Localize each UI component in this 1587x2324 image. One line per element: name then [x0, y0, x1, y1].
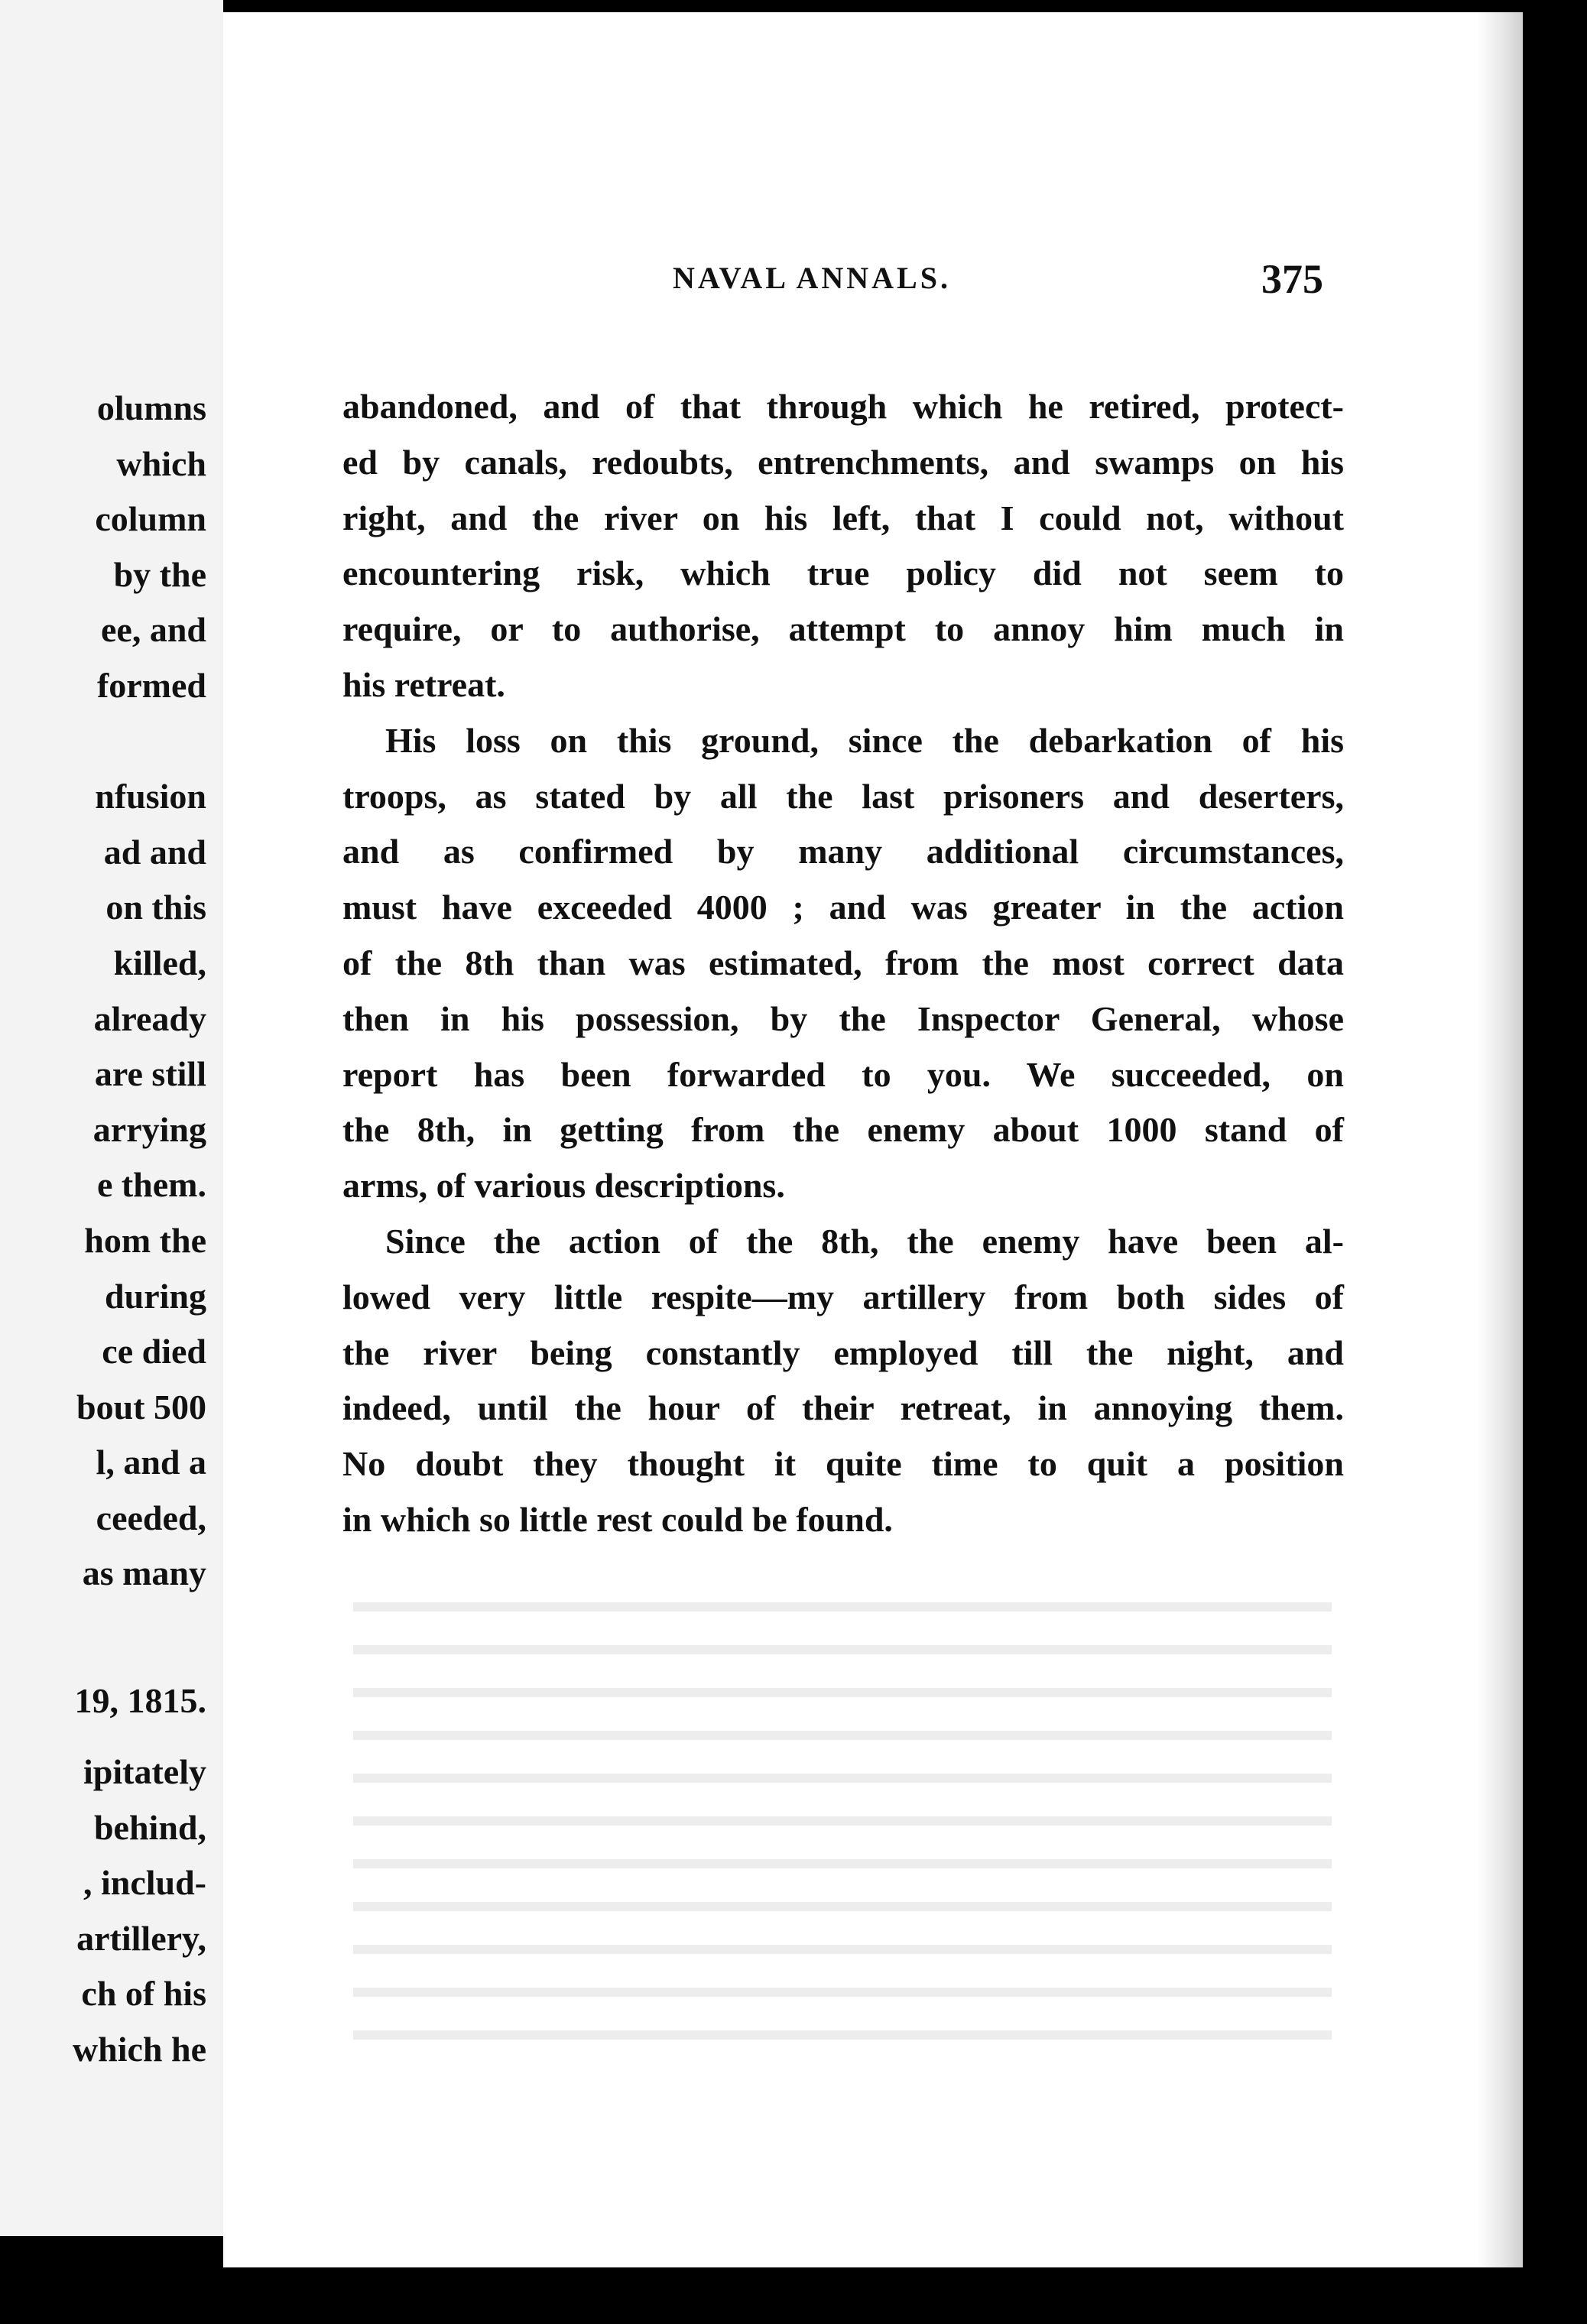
page-number: 375: [1261, 256, 1323, 302]
text-line: arms, of various descriptions.: [342, 1166, 785, 1206]
page-edge-shadow: [1477, 12, 1523, 2267]
page-header: [223, 255, 1339, 309]
previous-page-line: bout 500: [76, 1387, 206, 1427]
text-line: report has been forwarded to you. We succeeded, on: [342, 1054, 1344, 1094]
previous-page-line: nfusion: [95, 777, 206, 816]
previous-page-line: which: [116, 443, 206, 483]
text-line: His loss on this ground, since the debarkation of his: [385, 720, 1344, 760]
previous-page-line: ce died: [102, 1332, 206, 1371]
text-line: right, and the river on his left, that I could not, without: [342, 498, 1344, 537]
previous-page-line: ceeded,: [96, 1498, 206, 1537]
previous-page-line: ad and: [103, 832, 206, 872]
text-line: encountering risk, which true policy did not seem to: [342, 553, 1344, 593]
text-line: ed by canals, redoubts, entrenchments, and swamps on his: [342, 442, 1344, 482]
previous-page-line: behind,: [93, 1807, 206, 1847]
previous-page-line: killed,: [113, 943, 206, 982]
previous-page-line: l, and a: [96, 1443, 206, 1482]
book-page: [223, 12, 1523, 2267]
text-line: of the 8th than was estimated, from the most correct data: [342, 943, 1344, 982]
text-line: then in his possession, by the Inspector General, whose: [342, 998, 1344, 1038]
previous-page-line: as many: [82, 1553, 206, 1593]
text-line: his retreat.: [342, 664, 505, 704]
text-line: the 8th, in getting from the enemy about 1000 stand of: [342, 1110, 1344, 1150]
text-line: and as confirmed by many additional circumstances,: [342, 832, 1344, 872]
text-line: lowed very little respite—my artillery from both sides of: [342, 1277, 1344, 1316]
previous-page-line: olumns: [96, 388, 206, 427]
previous-page-line: which he: [72, 2029, 206, 2069]
previous-page-line: on this: [105, 888, 206, 927]
previous-page-line: by the: [113, 554, 206, 594]
previous-page-line: are still: [94, 1054, 206, 1094]
text-line: Since the action of the 8th, the enemy have been al-: [385, 1221, 1344, 1261]
previous-page-line: artillery,: [76, 1918, 206, 1958]
text-line: No doubt they thought it quite time to quit a position: [342, 1444, 1344, 1484]
previous-page-line: ee, and: [101, 610, 206, 650]
text-line: must have exceeded 4000 ; and was greater in the action: [342, 888, 1344, 927]
previous-page-text: [76, 381, 206, 1602]
text-line: require, or to authorise, attempt to annoy him much in: [342, 609, 1344, 649]
previous-page-line: [76, 714, 206, 770]
previous-page-line: already: [93, 998, 206, 1038]
previous-page-line: during: [105, 1276, 206, 1316]
text-line: troops, as stated by all the last prisoners and deserters,: [342, 776, 1344, 816]
running-head: NAVAL ANNALS.: [673, 261, 951, 295]
body-text: [342, 379, 1344, 1548]
previous-page-line: column: [95, 499, 206, 539]
previous-page-line: e them.: [96, 1165, 206, 1205]
previous-page-line: ch of his: [81, 1974, 206, 2014]
text-line: abandoned, and of that through which he retired, protect-: [342, 387, 1344, 426]
previous-page-text-lower: [73, 1745, 206, 2078]
previous-page-line: hom the: [84, 1220, 206, 1260]
previous-page-line: arrying: [92, 1109, 206, 1149]
text-line: in which so little rest could be found.: [342, 1499, 893, 1539]
text-line: indeed, until the hour of their retreat, in annoying them.: [342, 1388, 1344, 1428]
previous-page-line: formed: [96, 665, 206, 705]
previous-page-line: ipitately: [83, 1752, 206, 1791]
previous-page-line: , includ-: [83, 1863, 206, 1903]
text-line: the river being constantly employed till the night, and: [342, 1332, 1344, 1372]
previous-page-date: 19, 1815.: [74, 1681, 206, 1720]
previous-page-fragment: [0, 0, 223, 2236]
show-through-text: [353, 1602, 1332, 2076]
